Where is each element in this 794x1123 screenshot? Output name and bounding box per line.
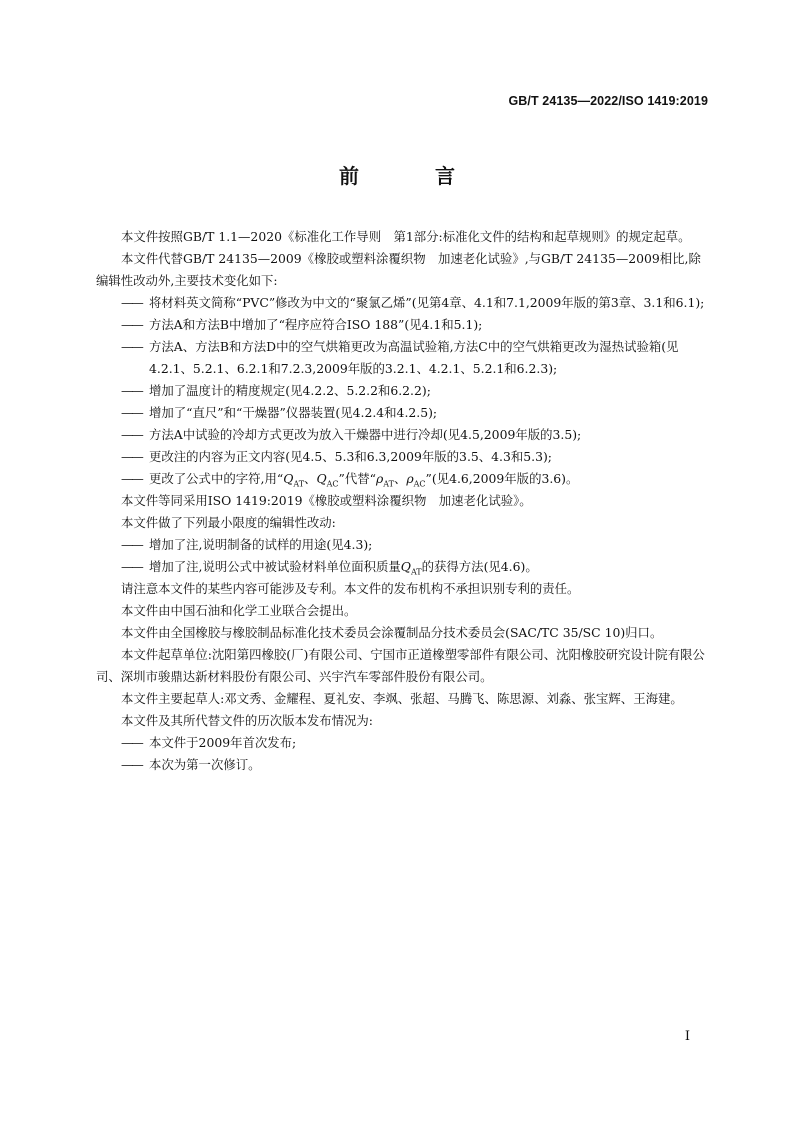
paragraph: 本文件由中国石油和化学工业联合会提出。 xyxy=(121,603,357,618)
paragraph: 请注意本文件的某些内容可能涉及专利。本文件的发布机构不承担识别专利的责任。 xyxy=(121,581,580,596)
paragraph: 本文件及其所代替文件的历次版本发布情况为: xyxy=(121,713,373,728)
dash-marker: —— xyxy=(121,339,142,354)
standard-number-header: GB/T 24135—2022/ISO 1419:2019 xyxy=(508,94,708,108)
paragraph: 本文件做了下列最小限度的编辑性改动: xyxy=(121,515,336,530)
dash-marker: —— xyxy=(121,383,142,398)
change-item: —— 增加了“直尺”和“干燥器”仪器装置(见4.2.4和4.2.5); xyxy=(96,402,708,424)
dash-marker: —— xyxy=(121,317,142,332)
paragraph: 本文件按照GB/T 1.1—2020《标准化工作导则 第1部分:标准化文件的结构和起草规则》的规定起草。 xyxy=(121,229,691,244)
editorial-item: —— 增加了注,说明公式中被试验材料单位面积质量$Q_{AT}$的获得方法(见4.6)。 xyxy=(96,556,708,578)
editorial-item: —— 增加了注,说明制备的试样的用途(见4.3); xyxy=(96,534,708,556)
dash-marker: —— xyxy=(121,471,142,486)
history-item: —— 本次为第一次修订。 xyxy=(96,754,708,776)
change-item: —— 方法A、方法B和方法D中的空气烘箱更改为高温试验箱,方法C中的空气烘箱更改为湿热试验箱(见4.2.1、5.2.1、6.2.1和7.2.3,2009年版的3.2.1、4.2.1、5.2.1和6.2.3); xyxy=(96,336,708,380)
dash-marker: —— xyxy=(121,449,142,464)
paragraph: 本文件代替GB/T 24135—2009《橡胶或塑料涂覆织物 加速老化试验》,与GB/T 24135—2009相比,除编辑性改动外,主要技术变化如下: xyxy=(96,251,701,288)
change-item: —— 方法A和方法B中增加了“程序应符合ISO 188”(见4.1和5.1); xyxy=(96,314,708,336)
dash-marker: —— xyxy=(121,537,142,552)
symbol-q: Q xyxy=(283,471,294,486)
dash-marker: —— xyxy=(121,757,142,772)
change-item: —— 将材料英文简称“PVC”修改为中文的“聚氯乙烯”(见第4章、4.1和7.1,2009年版的第3章、3.1和6.1); xyxy=(96,292,708,314)
foreword-body xyxy=(96,226,708,776)
page-number: I xyxy=(684,1029,690,1044)
paragraph: 本文件等同采用ISO 1419:2019《橡胶或塑料涂覆织物 加速老化试验》。 xyxy=(121,493,532,508)
symbol-rho: ρ xyxy=(375,471,384,486)
dash-marker: —— xyxy=(121,295,142,310)
change-item: —— 方法A中试验的冷却方式更改为放入干燥器中进行冷却(见4.5,2009年版的3.5); xyxy=(96,424,708,446)
change-item: —— 更改注的内容为正文内容(见4.5、5.3和6.3,2009年版的3.5、4.3和5.3); xyxy=(96,446,708,468)
symbol-q: Q xyxy=(316,471,327,486)
dash-marker: —— xyxy=(121,559,142,574)
dash-marker: —— xyxy=(121,427,142,442)
paragraph: 本文件由全国橡胶与橡胶制品标准化技术委员会涂覆制品分技术委员会(SAC/TC 35/SC 10)归口。 xyxy=(121,625,663,640)
change-item: —— 增加了温度计的精度规定(见4.2.2、5.2.2和6.2.2); xyxy=(96,380,708,402)
paragraph: 本文件主要起草人:邓文秀、金耀程、夏礼安、李飒、张超、马腾飞、陈思源、刘淼、张宝辉、王海建。 xyxy=(121,691,683,706)
paragraph: 本文件起草单位:沈阳第四橡胶(厂)有限公司、宁国市正道橡塑零部件有限公司、沈阳橡胶研究设计院有限公司、深圳市骏鼎达新材料股份有限公司、兴宇汽车零部件股份有限公司。 xyxy=(96,647,705,684)
page-title: 前 言 xyxy=(339,164,483,188)
dash-marker: —— xyxy=(121,405,142,420)
symbol-q: Q xyxy=(400,559,411,574)
dash-marker: —— xyxy=(121,735,142,750)
change-item: —— 更改了公式中的字符,用“$Q_{AT}$、$Q_{AC}$”代替“$\rho_{AT}$、$\rho_{AC}$”(见4.6,2009年版的3.6)。 xyxy=(96,468,708,490)
history-item: —— 本文件于2009年首次发布; xyxy=(96,732,708,754)
symbol-rho: ρ xyxy=(406,471,414,486)
